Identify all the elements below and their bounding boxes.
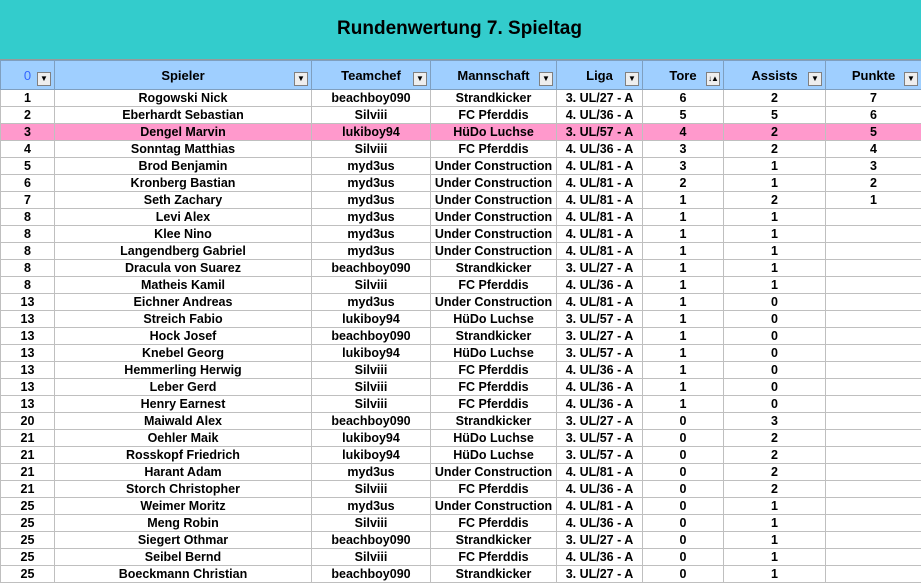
mannschaft-cell[interactable]: FC Pferddis <box>431 379 557 396</box>
rank-cell[interactable]: 13 <box>1 379 55 396</box>
spieler-cell[interactable]: Matheis Kamil <box>55 277 312 294</box>
tore-cell[interactable]: 1 <box>643 260 724 277</box>
teamchef-cell[interactable]: beachboy090 <box>312 566 431 583</box>
punkte-cell[interactable] <box>826 396 921 413</box>
mannschaft-cell[interactable]: Strandkicker <box>431 532 557 549</box>
column-header-spieler[interactable] <box>55 61 312 90</box>
mannschaft-cell[interactable]: FC Pferddis <box>431 277 557 294</box>
mannschaft-cell[interactable]: Under Construction <box>431 158 557 175</box>
rank-cell[interactable]: 5 <box>1 158 55 175</box>
rank-cell[interactable]: 13 <box>1 328 55 345</box>
mannschaft-cell[interactable]: HüDo Luchse <box>431 430 557 447</box>
punkte-cell[interactable]: 4 <box>826 141 921 158</box>
teamchef-cell[interactable]: lukiboy94 <box>312 124 431 141</box>
tore-cell[interactable]: 0 <box>643 413 724 430</box>
punkte-cell[interactable] <box>826 549 921 566</box>
rank-cell[interactable]: 4 <box>1 141 55 158</box>
table-body <box>1 90 921 583</box>
teamchef-cell[interactable]: Silviii <box>312 515 431 532</box>
liga-cell[interactable]: 3. UL/27 - A <box>557 413 643 430</box>
assists-cell[interactable]: 2 <box>724 90 826 107</box>
spieler-cell[interactable]: Maiwald Alex <box>55 413 312 430</box>
liga-cell[interactable]: 4. UL/36 - A <box>557 362 643 379</box>
spieler-cell[interactable]: Meng Robin <box>55 515 312 532</box>
tore-cell[interactable]: 1 <box>643 396 724 413</box>
rank-cell[interactable]: 13 <box>1 345 55 362</box>
teamchef-cell[interactable]: myd3us <box>312 209 431 226</box>
punkte-cell[interactable]: 2 <box>826 175 921 192</box>
table-row[interactable] <box>1 192 921 209</box>
teamchef-cell[interactable]: beachboy090 <box>312 260 431 277</box>
table-row[interactable] <box>1 430 921 447</box>
spieler-cell[interactable]: Storch Christopher <box>55 481 312 498</box>
assists-cell[interactable]: 1 <box>724 175 826 192</box>
filter-dropdown-icon[interactable]: ▼ <box>413 72 427 86</box>
rank-cell[interactable]: 8 <box>1 226 55 243</box>
assists-cell[interactable]: 0 <box>724 345 826 362</box>
table-row[interactable] <box>1 209 921 226</box>
column-label-liga: Liga <box>557 68 642 83</box>
mannschaft-cell[interactable]: Under Construction <box>431 464 557 481</box>
teamchef-cell[interactable]: myd3us <box>312 294 431 311</box>
tore-cell[interactable]: 0 <box>643 498 724 515</box>
liga-cell[interactable]: 3. UL/57 - A <box>557 311 643 328</box>
rank-cell[interactable]: 8 <box>1 277 55 294</box>
mannschaft-cell[interactable]: Strandkicker <box>431 90 557 107</box>
mannschaft-cell[interactable]: FC Pferddis <box>431 396 557 413</box>
mannschaft-cell[interactable]: HüDo Luchse <box>431 345 557 362</box>
teamchef-cell[interactable]: lukiboy94 <box>312 447 431 464</box>
punkte-cell[interactable] <box>826 464 921 481</box>
teamchef-cell[interactable]: beachboy090 <box>312 328 431 345</box>
spieler-cell[interactable]: Streich Fabio <box>55 311 312 328</box>
table-row[interactable] <box>1 90 921 107</box>
spieler-cell[interactable]: Leber Gerd <box>55 379 312 396</box>
table-row[interactable] <box>1 124 921 141</box>
column-label-mannschaft: Mannschaft <box>431 68 556 83</box>
liga-cell[interactable]: 4. UL/36 - A <box>557 549 643 566</box>
assists-cell[interactable]: 0 <box>724 294 826 311</box>
tore-cell[interactable]: 3 <box>643 141 724 158</box>
column-label-rank: 0 <box>1 68 54 83</box>
mannschaft-cell[interactable]: Strandkicker <box>431 328 557 345</box>
assists-cell[interactable]: 1 <box>724 566 826 583</box>
spieler-cell[interactable]: Henry Earnest <box>55 396 312 413</box>
assists-cell[interactable]: 2 <box>724 124 826 141</box>
header-row <box>1 61 921 90</box>
spieler-cell[interactable]: Klee Nino <box>55 226 312 243</box>
table-row[interactable] <box>1 158 921 175</box>
liga-cell[interactable]: 4. UL/81 - A <box>557 209 643 226</box>
rank-cell[interactable]: 25 <box>1 532 55 549</box>
mannschaft-cell[interactable]: FC Pferddis <box>431 515 557 532</box>
rank-cell[interactable]: 7 <box>1 192 55 209</box>
assists-cell[interactable]: 1 <box>724 209 826 226</box>
mannschaft-cell[interactable]: HüDo Luchse <box>431 124 557 141</box>
liga-cell[interactable]: 3. UL/57 - A <box>557 124 643 141</box>
assists-cell[interactable]: 1 <box>724 226 826 243</box>
assists-cell[interactable]: 2 <box>724 192 826 209</box>
spieler-cell[interactable]: Seibel Bernd <box>55 549 312 566</box>
liga-cell[interactable]: 3. UL/27 - A <box>557 566 643 583</box>
mannschaft-cell[interactable]: Under Construction <box>431 498 557 515</box>
tore-cell[interactable]: 1 <box>643 311 724 328</box>
assists-cell[interactable]: 0 <box>724 396 826 413</box>
mannschaft-cell[interactable]: FC Pferddis <box>431 362 557 379</box>
table-row[interactable] <box>1 464 921 481</box>
teamchef-cell[interactable]: Silviii <box>312 362 431 379</box>
punkte-cell[interactable]: 3 <box>826 158 921 175</box>
teamchef-cell[interactable]: myd3us <box>312 192 431 209</box>
filter-dropdown-icon[interactable]: ▼ <box>37 72 51 86</box>
column-header-tore[interactable] <box>643 61 724 90</box>
punkte-cell[interactable] <box>826 260 921 277</box>
liga-cell[interactable]: 3. UL/27 - A <box>557 532 643 549</box>
table-row[interactable] <box>1 515 921 532</box>
spieler-cell[interactable]: Oehler Maik <box>55 430 312 447</box>
liga-cell[interactable]: 4. UL/36 - A <box>557 379 643 396</box>
column-header-punkte[interactable] <box>826 61 921 90</box>
spieler-cell[interactable]: Kronberg Bastian <box>55 175 312 192</box>
filter-dropdown-icon[interactable]: ▼ <box>294 72 308 86</box>
table-row[interactable] <box>1 413 921 430</box>
standings-table <box>0 60 921 583</box>
punkte-cell[interactable] <box>826 413 921 430</box>
teamchef-cell[interactable]: myd3us <box>312 498 431 515</box>
rank-cell[interactable]: 25 <box>1 549 55 566</box>
table-row[interactable] <box>1 175 921 192</box>
spieler-cell[interactable]: Sonntag Matthias <box>55 141 312 158</box>
mannschaft-cell[interactable]: Strandkicker <box>431 260 557 277</box>
mannschaft-cell[interactable]: Under Construction <box>431 175 557 192</box>
rank-cell[interactable]: 20 <box>1 413 55 430</box>
punkte-cell[interactable] <box>826 277 921 294</box>
assists-cell[interactable]: 2 <box>724 430 826 447</box>
tore-cell[interactable]: 1 <box>643 362 724 379</box>
liga-cell[interactable]: 4. UL/81 - A <box>557 175 643 192</box>
punkte-cell[interactable]: 1 <box>826 192 921 209</box>
liga-cell[interactable]: 4. UL/36 - A <box>557 141 643 158</box>
table-row[interactable] <box>1 226 921 243</box>
mannschaft-cell[interactable]: Under Construction <box>431 243 557 260</box>
column-header-mannschaft[interactable] <box>431 61 557 90</box>
punkte-cell[interactable] <box>826 209 921 226</box>
mannschaft-cell[interactable]: HüDo Luchse <box>431 447 557 464</box>
tore-cell[interactable]: 1 <box>643 192 724 209</box>
teamchef-cell[interactable]: lukiboy94 <box>312 311 431 328</box>
rank-cell[interactable]: 13 <box>1 294 55 311</box>
rank-cell[interactable]: 8 <box>1 260 55 277</box>
sort-descending-icon[interactable]: ↓▲ <box>706 72 720 86</box>
column-header-liga[interactable] <box>557 61 643 90</box>
assists-cell[interactable]: 1 <box>724 158 826 175</box>
rank-cell[interactable]: 25 <box>1 498 55 515</box>
tore-cell[interactable]: 1 <box>643 277 724 294</box>
rank-cell[interactable]: 6 <box>1 175 55 192</box>
column-label-punkte: Punkte <box>826 68 921 83</box>
punkte-cell[interactable] <box>826 481 921 498</box>
tore-cell[interactable]: 0 <box>643 464 724 481</box>
assists-cell[interactable]: 1 <box>724 243 826 260</box>
assists-cell[interactable]: 0 <box>724 362 826 379</box>
rank-cell[interactable]: 21 <box>1 481 55 498</box>
liga-cell[interactable]: 4. UL/81 - A <box>557 226 643 243</box>
teamchef-cell[interactable]: Silviii <box>312 379 431 396</box>
rank-cell[interactable]: 3 <box>1 124 55 141</box>
liga-cell[interactable]: 3. UL/57 - A <box>557 447 643 464</box>
punkte-cell[interactable] <box>826 498 921 515</box>
teamchef-cell[interactable]: lukiboy94 <box>312 345 431 362</box>
punkte-cell[interactable] <box>826 566 921 583</box>
mannschaft-cell[interactable]: FC Pferddis <box>431 107 557 124</box>
rank-cell[interactable]: 21 <box>1 430 55 447</box>
spieler-cell[interactable]: Rosskopf Friedrich <box>55 447 312 464</box>
tore-cell[interactable]: 0 <box>643 549 724 566</box>
spieler-cell[interactable]: Eichner Andreas <box>55 294 312 311</box>
assists-cell[interactable]: 0 <box>724 379 826 396</box>
filter-dropdown-icon[interactable]: ▼ <box>904 72 918 86</box>
tore-cell[interactable]: 1 <box>643 243 724 260</box>
assists-cell[interactable]: 5 <box>724 107 826 124</box>
spieler-cell[interactable]: Hemmerling Herwig <box>55 362 312 379</box>
rank-cell[interactable]: 13 <box>1 362 55 379</box>
page-title: Rundenwertung 7. Spieltag <box>337 18 582 40</box>
assists-cell[interactable]: 1 <box>724 532 826 549</box>
mannschaft-cell[interactable]: Under Construction <box>431 192 557 209</box>
table-row[interactable] <box>1 362 921 379</box>
teamchef-cell[interactable]: beachboy090 <box>312 532 431 549</box>
liga-cell[interactable]: 4. UL/81 - A <box>557 243 643 260</box>
table-row[interactable] <box>1 311 921 328</box>
teamchef-cell[interactable]: Silviii <box>312 549 431 566</box>
punkte-cell[interactable] <box>826 243 921 260</box>
tore-cell[interactable]: 1 <box>643 209 724 226</box>
table-row[interactable] <box>1 379 921 396</box>
liga-cell[interactable]: 3. UL/27 - A <box>557 90 643 107</box>
assists-cell[interactable]: 2 <box>724 141 826 158</box>
spieler-cell[interactable]: Brod Benjamin <box>55 158 312 175</box>
mannschaft-cell[interactable]: Under Construction <box>431 209 557 226</box>
mannschaft-cell[interactable]: HüDo Luchse <box>431 311 557 328</box>
tore-cell[interactable]: 5 <box>643 107 724 124</box>
tore-cell[interactable]: 0 <box>643 566 724 583</box>
filter-dropdown-icon[interactable]: ▼ <box>625 72 639 86</box>
punkte-cell[interactable] <box>826 515 921 532</box>
mannschaft-cell[interactable]: FC Pferddis <box>431 481 557 498</box>
tore-cell[interactable]: 0 <box>643 515 724 532</box>
table-row[interactable] <box>1 260 921 277</box>
spieler-cell[interactable]: Levi Alex <box>55 209 312 226</box>
mannschaft-cell[interactable]: Under Construction <box>431 226 557 243</box>
column-header-rank[interactable] <box>1 61 55 90</box>
tore-cell[interactable]: 1 <box>643 226 724 243</box>
tore-cell[interactable]: 3 <box>643 158 724 175</box>
tore-cell[interactable]: 1 <box>643 328 724 345</box>
table-row[interactable] <box>1 345 921 362</box>
assists-cell[interactable]: 2 <box>724 447 826 464</box>
column-header-teamchef[interactable] <box>312 61 431 90</box>
liga-cell[interactable]: 4. UL/81 - A <box>557 158 643 175</box>
assists-cell[interactable]: 3 <box>724 413 826 430</box>
teamchef-cell[interactable]: Silviii <box>312 277 431 294</box>
spieler-cell[interactable]: Hock Josef <box>55 328 312 345</box>
filter-dropdown-icon[interactable]: ▼ <box>539 72 553 86</box>
spieler-cell[interactable]: Siegert Othmar <box>55 532 312 549</box>
rank-cell[interactable]: 21 <box>1 464 55 481</box>
column-label-assists: Assists <box>724 68 825 83</box>
rank-cell[interactable]: 21 <box>1 447 55 464</box>
punkte-cell[interactable] <box>826 226 921 243</box>
assists-cell[interactable]: 1 <box>724 549 826 566</box>
spieler-cell[interactable]: Seth Zachary <box>55 192 312 209</box>
punkte-cell[interactable] <box>826 311 921 328</box>
punkte-cell[interactable] <box>826 379 921 396</box>
tore-cell[interactable]: 0 <box>643 532 724 549</box>
spieler-cell[interactable]: Dracula von Suarez <box>55 260 312 277</box>
punkte-cell[interactable]: 5 <box>826 124 921 141</box>
table-row[interactable] <box>1 294 921 311</box>
mannschaft-cell[interactable]: FC Pferddis <box>431 549 557 566</box>
table-row[interactable] <box>1 498 921 515</box>
spieler-cell[interactable]: Weimer Moritz <box>55 498 312 515</box>
spieler-cell[interactable]: Langendberg Gabriel <box>55 243 312 260</box>
tore-cell[interactable]: 0 <box>643 430 724 447</box>
table-row[interactable] <box>1 447 921 464</box>
tore-cell[interactable]: 0 <box>643 447 724 464</box>
column-header-assists[interactable] <box>724 61 826 90</box>
rank-cell[interactable]: 25 <box>1 515 55 532</box>
liga-cell[interactable]: 3. UL/57 - A <box>557 345 643 362</box>
mannschaft-cell[interactable]: FC Pferddis <box>431 141 557 158</box>
punkte-cell[interactable] <box>826 328 921 345</box>
spieler-cell[interactable]: Eberhardt Sebastian <box>55 107 312 124</box>
table-row[interactable] <box>1 107 921 124</box>
punkte-cell[interactable] <box>826 447 921 464</box>
assists-cell[interactable]: 1 <box>724 260 826 277</box>
assists-cell[interactable]: 0 <box>724 311 826 328</box>
spieler-cell[interactable]: Dengel Marvin <box>55 124 312 141</box>
teamchef-cell[interactable]: myd3us <box>312 226 431 243</box>
mannschaft-cell[interactable]: Strandkicker <box>431 566 557 583</box>
table-row[interactable] <box>1 481 921 498</box>
assists-cell[interactable]: 1 <box>724 515 826 532</box>
table-row[interactable] <box>1 396 921 413</box>
assists-cell[interactable]: 1 <box>724 498 826 515</box>
mannschaft-cell[interactable]: Under Construction <box>431 294 557 311</box>
teamchef-cell[interactable]: beachboy090 <box>312 413 431 430</box>
tore-cell[interactable]: 6 <box>643 90 724 107</box>
liga-cell[interactable]: 4. UL/36 - A <box>557 515 643 532</box>
table-row[interactable] <box>1 141 921 158</box>
tore-cell[interactable]: 1 <box>643 294 724 311</box>
liga-cell[interactable]: 3. UL/57 - A <box>557 430 643 447</box>
teamchef-cell[interactable]: myd3us <box>312 464 431 481</box>
punkte-cell[interactable]: 7 <box>826 90 921 107</box>
tore-cell[interactable]: 1 <box>643 379 724 396</box>
liga-cell[interactable]: 4. UL/36 - A <box>557 277 643 294</box>
rank-cell[interactable]: 25 <box>1 566 55 583</box>
rank-cell[interactable]: 8 <box>1 209 55 226</box>
assists-cell[interactable]: 2 <box>724 464 826 481</box>
liga-cell[interactable]: 4. UL/81 - A <box>557 498 643 515</box>
table-row[interactable] <box>1 243 921 260</box>
tore-cell[interactable]: 0 <box>643 481 724 498</box>
rank-cell[interactable]: 8 <box>1 243 55 260</box>
liga-cell[interactable]: 4. UL/81 - A <box>557 192 643 209</box>
teamchef-cell[interactable]: beachboy090 <box>312 90 431 107</box>
liga-cell[interactable]: 3. UL/27 - A <box>557 260 643 277</box>
column-label-spieler: Spieler <box>55 68 311 83</box>
column-label-teamchef: Teamchef <box>312 68 430 83</box>
filter-dropdown-icon[interactable]: ▼ <box>808 72 822 86</box>
tore-cell[interactable]: 4 <box>643 124 724 141</box>
rank-cell[interactable]: 13 <box>1 396 55 413</box>
punkte-cell[interactable] <box>826 345 921 362</box>
teamchef-cell[interactable]: Silviii <box>312 396 431 413</box>
title-bar <box>0 0 921 60</box>
punkte-cell[interactable] <box>826 362 921 379</box>
table-row[interactable] <box>1 277 921 294</box>
tore-cell[interactable]: 2 <box>643 175 724 192</box>
spieler-cell[interactable]: Boeckmann Christian <box>55 566 312 583</box>
punkte-cell[interactable] <box>826 532 921 549</box>
liga-cell[interactable]: 4. UL/36 - A <box>557 481 643 498</box>
assists-cell[interactable]: 0 <box>724 328 826 345</box>
table-row[interactable] <box>1 566 921 583</box>
liga-cell[interactable]: 4. UL/36 - A <box>557 396 643 413</box>
tore-cell[interactable]: 1 <box>643 345 724 362</box>
teamchef-cell[interactable]: myd3us <box>312 158 431 175</box>
punkte-cell[interactable] <box>826 430 921 447</box>
spieler-cell[interactable]: Rogowski Nick <box>55 90 312 107</box>
teamchef-cell[interactable]: Silviii <box>312 107 431 124</box>
table-row[interactable] <box>1 549 921 566</box>
table-row[interactable] <box>1 328 921 345</box>
column-label-tore: Tore <box>643 68 723 83</box>
rank-cell[interactable]: 2 <box>1 107 55 124</box>
table-row[interactable] <box>1 532 921 549</box>
spieler-cell[interactable]: Knebel Georg <box>55 345 312 362</box>
mannschaft-cell[interactable]: Strandkicker <box>431 413 557 430</box>
liga-cell[interactable]: 4. UL/81 - A <box>557 464 643 481</box>
punkte-cell[interactable]: 6 <box>826 107 921 124</box>
spieler-cell[interactable]: Harant Adam <box>55 464 312 481</box>
liga-cell[interactable]: 3. UL/27 - A <box>557 328 643 345</box>
liga-cell[interactable]: 4. UL/81 - A <box>557 294 643 311</box>
liga-cell[interactable]: 4. UL/36 - A <box>557 107 643 124</box>
teamchef-cell[interactable]: lukiboy94 <box>312 430 431 447</box>
rank-cell[interactable]: 1 <box>1 90 55 107</box>
assists-cell[interactable]: 1 <box>724 277 826 294</box>
rank-cell[interactable]: 13 <box>1 311 55 328</box>
assists-cell[interactable]: 2 <box>724 481 826 498</box>
teamchef-cell[interactable]: Silviii <box>312 141 431 158</box>
teamchef-cell[interactable]: myd3us <box>312 243 431 260</box>
teamchef-cell[interactable]: myd3us <box>312 175 431 192</box>
teamchef-cell[interactable]: Silviii <box>312 481 431 498</box>
punkte-cell[interactable] <box>826 294 921 311</box>
